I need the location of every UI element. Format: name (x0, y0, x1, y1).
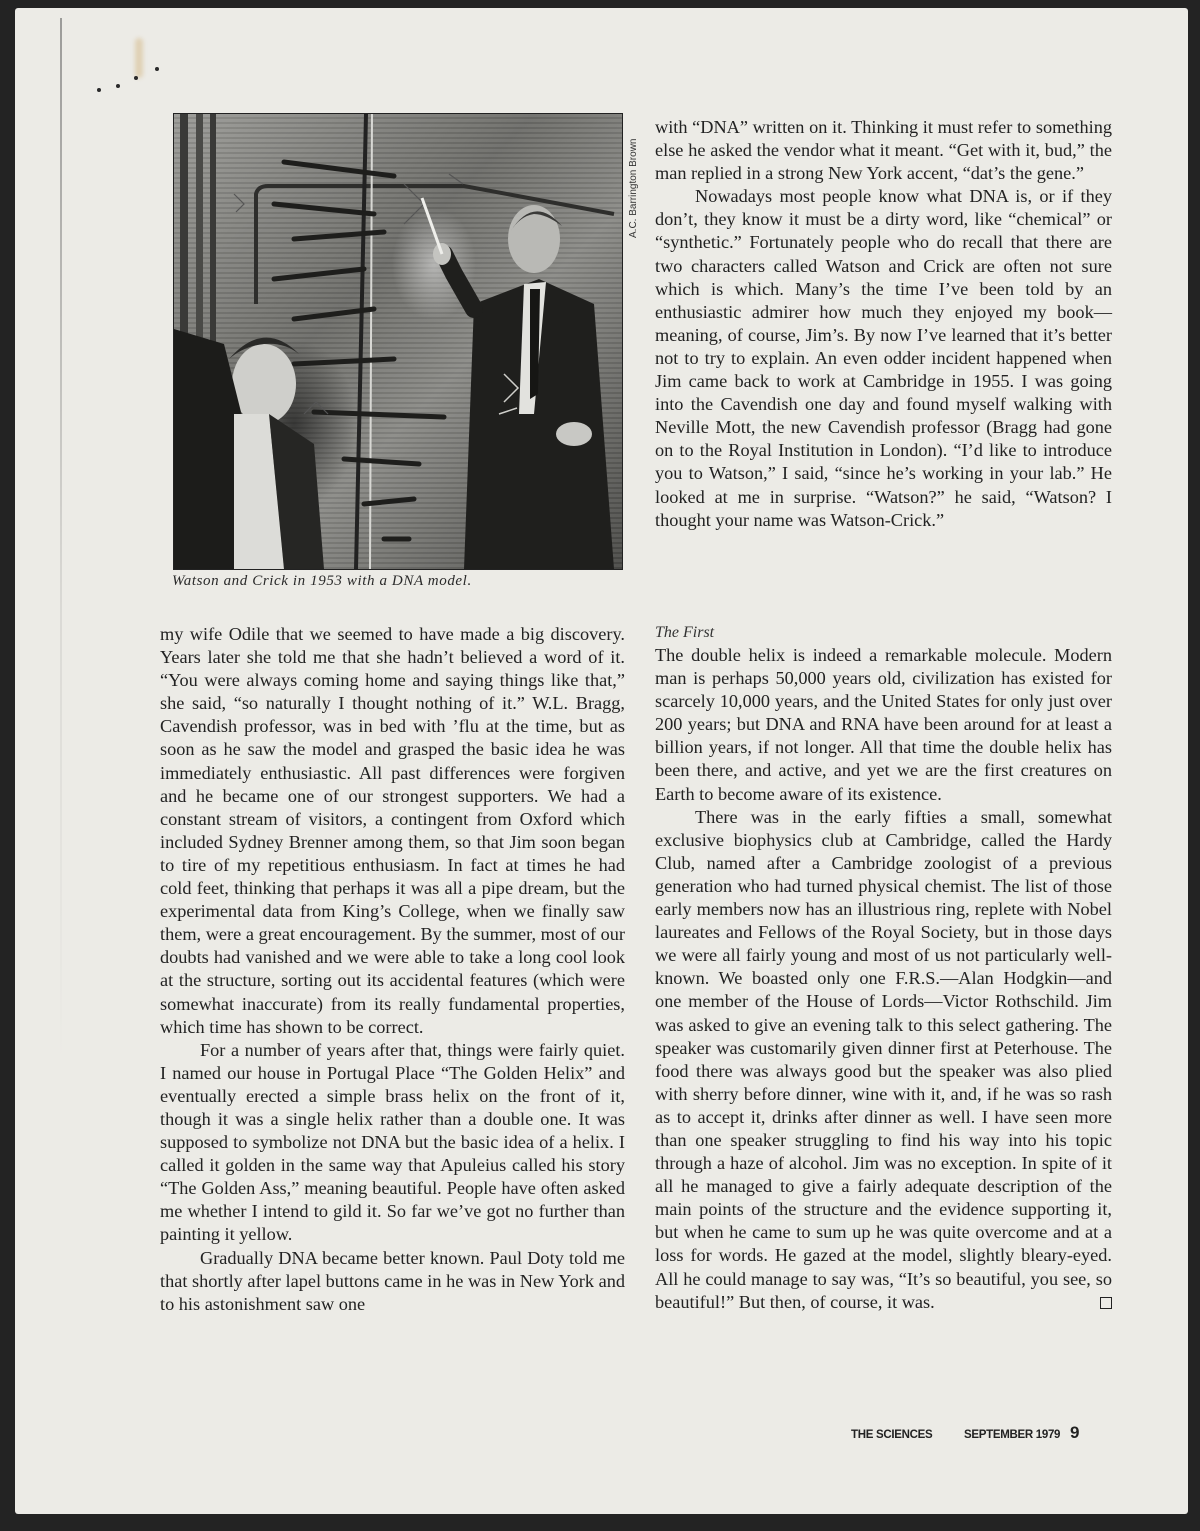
paragraph (655, 806, 1112, 1314)
page-number: 9 (1070, 1423, 1080, 1442)
photo-credit: A.C. Barrington Brown (628, 138, 639, 238)
paper-speck (155, 67, 159, 71)
paragraph-text: There was in the early fifties a small, somewhat exclusive biophysics club at Cambridge, called the Hardy Club, named after a Cambridge zoologist of a previous generation who had turned physical chemist. The list of those early members now has an illustrious ring, replete with Nobel laureates and Fellows of the Royal Society, but in those days we were all fairly young and most of us not particularly well-known. We boasted only one F.R.S.—Alan Hodgkin—and one member of the House of Lords—Victor Rothschild. Jim was asked to give an evening talk to this select gathering. The speaker was customarily given dinner first at Peterhouse. The food there was always good but the speaker was also plied with sherry before dinner, wine with it, and, if he was so rash as to accept it, drinks after dinner as well. I have seen more than one speaker struggling to find his way into his topic through a haze of alcohol. Jim was no exception. In spite of it all he managed to give a fairly adequate description of the main points of the structure and the evidence supporting it, but when he came to sum up he was quite overcome and at a loss for words. He gazed at the model, slightly bleary-eyed. All he could manage to say was, “It’s so beautiful, you see, so beautiful!” But then, of course, it was. (655, 806, 1112, 1312)
right-column-bottom (655, 622, 1112, 1314)
paragraph: The double helix is indeed a remarkable molecule. Modern man is perhaps 50,000 years old, civilization has existed for scarcely 10,000 years, and the United States for only just over 200 years; but DNA and RNA have been around for at least a billion years, if not longer. All that time the double helix has been there, and active, and yet we are the first creatures on Earth to become aware of its existence. (655, 645, 1112, 804)
photo-caption: Watson and Crick in 1953 with a DNA model. (172, 573, 472, 589)
paragraph: my wife Odile that we seemed to have made a big discovery. Years later she told me that she hadn’t believed a word of it. “You were always coming home and saying things like that,” she said, “so naturally I thought nothing of it.” W.L. Bragg, Cavendish professor, was in bed with ’flu at the time, but as soon as he saw the model and grasped the basic idea he was immediately enthusiastic. All past differences were forgiven and he became one of our strongest supporters. We had a constant stream of visitors, a contingent from Oxford which included Sydney Brenner among them, so that Jim soon began to tire of my repetitious enthusiasm. In fact at times he had cold feet, thinking that perhaps it was all a pipe dream, but the experimental data from King’s College, when we finally saw them, were a great encouragement. By the summer, most of our doubts had vanished and we were able to take a long cool look at the structure, sorting out its accidental features (which were somewhat inaccurate) from its really fundamental properties, which time has shown to be correct. (160, 624, 625, 1037)
paper-speck (134, 76, 138, 80)
page-fold-line (60, 18, 62, 1508)
end-of-article-square-icon (1100, 1297, 1112, 1309)
issue-date: SEPTEMBER 1979 (964, 1429, 1061, 1441)
left-column (160, 623, 625, 1316)
paragraph: Nowadays most people know what DNA is, or if they don’t, they know it must be a dirty word, like “chemical” or “synthetic.” Fortunately people who do recall that there are two characters called Watson and Crick are often not sure which is which. Many’s the time I’ve been told by an enthusiastic admirer how much they enjoyed my book—meaning, of course, Jim’s. By now I’ve learned that it’s better not to try to explain. An even odder incident happened when Jim came back to work at Cambridge in 1955. I was going into the Cavendish one day and found myself walking with Neville Mott, the new Cavendish professor (Bragg had gone on to the Royal Institution in London). “I’d like to introduce you to Watson,” I said, “since he’s working in your lab.” He looked at me in surprise. “Watson?” he said, “Watson? I thought your name was Watson-Crick.” (655, 186, 1112, 530)
dna-model-illustration (174, 114, 622, 569)
paragraph: with “DNA” written on it. Thinking it must refer to something else he asked the vendor what it meant. “Get with it, bud,” the man replied in a strong New York accent, “dat’s the gene.” (655, 117, 1112, 184)
page-footer (851, 1423, 1079, 1443)
watson-crick-photo (173, 113, 623, 570)
right-column-top (655, 116, 1112, 532)
paper-speck (97, 88, 101, 92)
section-subheading: The First (655, 624, 715, 641)
paragraph: For a number of years after that, things were fairly quiet. I named our house in Portugal Place “The Golden Helix” and eventually erected a simple brass helix on the front of it, though it was a single helix rather than a double one. It was supposed to symbolize not DNA but the basic idea of a helix. I called it golden in the same way that Apuleius called his story “The Golden Ass,” meaning beautiful. People have often asked me whether I intend to gild it. So far we’ve got no further than painting it yellow. (160, 1039, 625, 1245)
magazine-name: THE SCIENCES (851, 1429, 933, 1441)
paper-speck (116, 84, 120, 88)
paper-stain (135, 38, 143, 78)
paragraph: Gradually DNA became better known. Paul Doty told me that shortly after lapel buttons came in he was in New York and to his astonishment saw one (160, 1247, 625, 1314)
